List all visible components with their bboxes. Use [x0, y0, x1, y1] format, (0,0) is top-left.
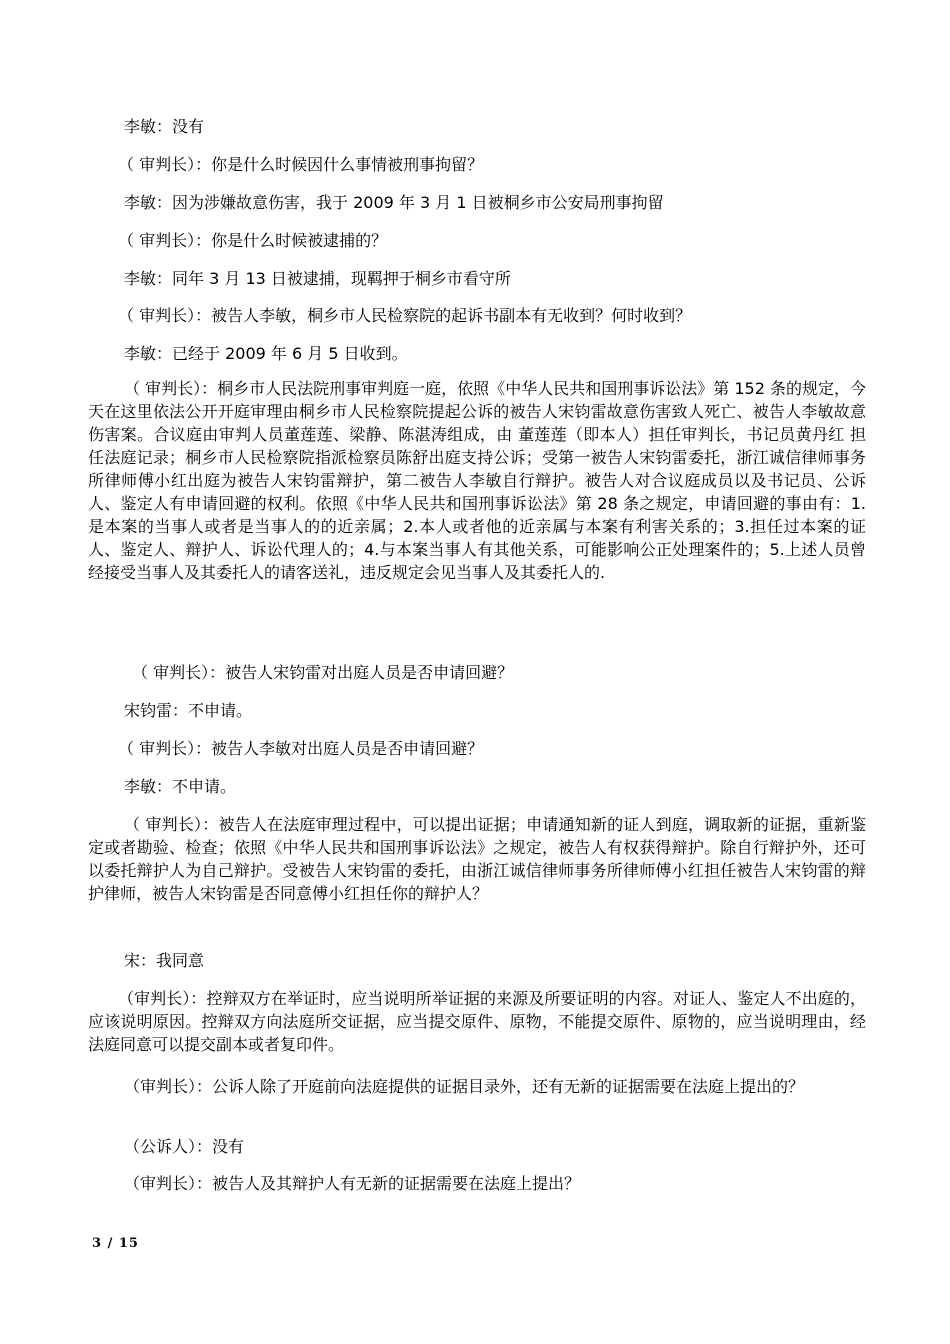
paragraph-2 [88, 153, 866, 176]
paragraph-14-text: 宋：我同意 [124, 951, 205, 970]
paragraph-7-text: 李敏：已经于 2009 年 6 月 5 日收到。 [124, 344, 408, 363]
paragraph-10-text: 宋钧雷：不申请。 [124, 701, 253, 720]
paragraph-6 [88, 304, 866, 327]
paragraph-12 [88, 775, 866, 798]
paragraph-17-text: （公诉人）：没有 [124, 1137, 245, 1156]
paragraph-11 [88, 737, 866, 760]
paragraph-1-text: 李敏：没有 [124, 117, 205, 136]
paragraph-6-text: （ 审判长）：被告人李敏，桐乡市人民检察院的起诉书副本有无收到？何时收到？ [118, 306, 692, 325]
paragraph-3-text: 李敏：因为涉嫌故意伤害，我于 2009 年 3 月 1 日被桐乡市公安局刑事拘留 [124, 193, 664, 212]
paragraph-18-text: （审判长）：被告人及其辩护人有无新的证据需要在法庭上提出？ [124, 1174, 581, 1193]
paragraph-11-text: （ 审判长）：被告人李敏对出庭人员是否申请回避？ [118, 739, 484, 758]
paragraph-12-text: 李敏：不申请。 [124, 777, 237, 796]
page-number: 3 / 15 [92, 1236, 139, 1251]
paragraph-8: （ 审判长）：桐乡市人民法院刑事审判庭一庭，依照《中华人民共和国刑事诉讼法》第 152 条的规定，今天在这里依法公开开庭审理由桐乡市人民检察院提起公诉的被告人宋钧雷故意伤害致人死亡、被告人李敏故意伤害案。合议庭由审判人员董莲莲、梁静、陈湛涛组成，由 董莲莲（即本人）担任审判长，书记员黄丹红 担任法庭记录；桐乡市人民检察院指派检察员陈舒出庭支持公诉；受第一被告人宋钧雷委托，浙江诚信律师事务所律师傅小红出庭为被告人宋钧雷辩护，第二被告人李敏自行辩护。被告人对合议庭成员以及书记员、公诉人、鉴定人有申请回避的权利。依照《中华人民共和国刑事诉讼法》第 28 条之规定，申请回避的事由有：1.是本案的当事人或者是当事人的的近亲属；2.本人或者他的近亲属与本案有利害关系的；3.担任过本案的证人、鉴定人、辩护人、诉讼代理人的；4.与本案当事人有其他关系，可能影响公正处理案件的；5.上述人员曾经接受当事人及其委托人的请客送礼，违反规定会见当事人及其委托人的. [88, 379, 866, 582]
paragraph-16: （审判长）：公诉人除了开庭前向法庭提供的证据目录外，还有无新的证据需要在法庭上提出的？ [124, 1077, 805, 1096]
paragraph-18 [88, 1172, 866, 1195]
paragraph-15: （审判长）：控辩双方在举证时，应当说明所举证据的来源及所要证明的内容。对证人、鉴定人不出庭的，应该说明原因。控辩双方向法庭所交证据，应当提交原件、原物，不能提交原件、原物的，应当说明理由，经法庭同意可以提交副本或者复印件。 [88, 989, 866, 1054]
paragraph-9 [88, 661, 866, 684]
paragraph-2-text: （ 审判长）：你是什么时候因什么事情被刑事拘留？ [118, 155, 484, 174]
paragraph-17 [88, 1135, 866, 1158]
paragraph-10 [88, 699, 866, 722]
paragraph-4-text: （ 审判长）：你是什么时候被逮捕的？ [118, 231, 388, 250]
paragraph-5-text: 李敏：同年 3 月 13 日被逮捕，现羁押于桐乡市看守所 [124, 269, 511, 288]
paragraph-4 [88, 229, 866, 252]
paragraph-5 [88, 267, 866, 290]
paragraph-1 [88, 115, 866, 138]
paragraph-3 [88, 191, 866, 214]
paragraph-14 [88, 949, 866, 972]
paragraph-7 [88, 342, 866, 365]
paragraph-9-text: （ 审判长）：被告人宋钧雷对出庭人员是否申请回避？ [132, 663, 514, 682]
paragraph-13: （ 审判长）：被告人在法庭审理过程中，可以提出证据；申请通知新的证人到庭，调取新的证据，重新鉴定或者勘验、检查；依照《中华人民共和国刑事诉讼法》之规定，被告人有权获得辩护。除自行辩护外，还可以委托辩护人为自己辩护。受被告人宋钧雷的委托，由浙江诚信律师事务所律师傅小红担任被告人宋钧雷的辩护律师，被告人宋钧雷是否同意傅小红担任你的辩护人？ [88, 815, 866, 903]
